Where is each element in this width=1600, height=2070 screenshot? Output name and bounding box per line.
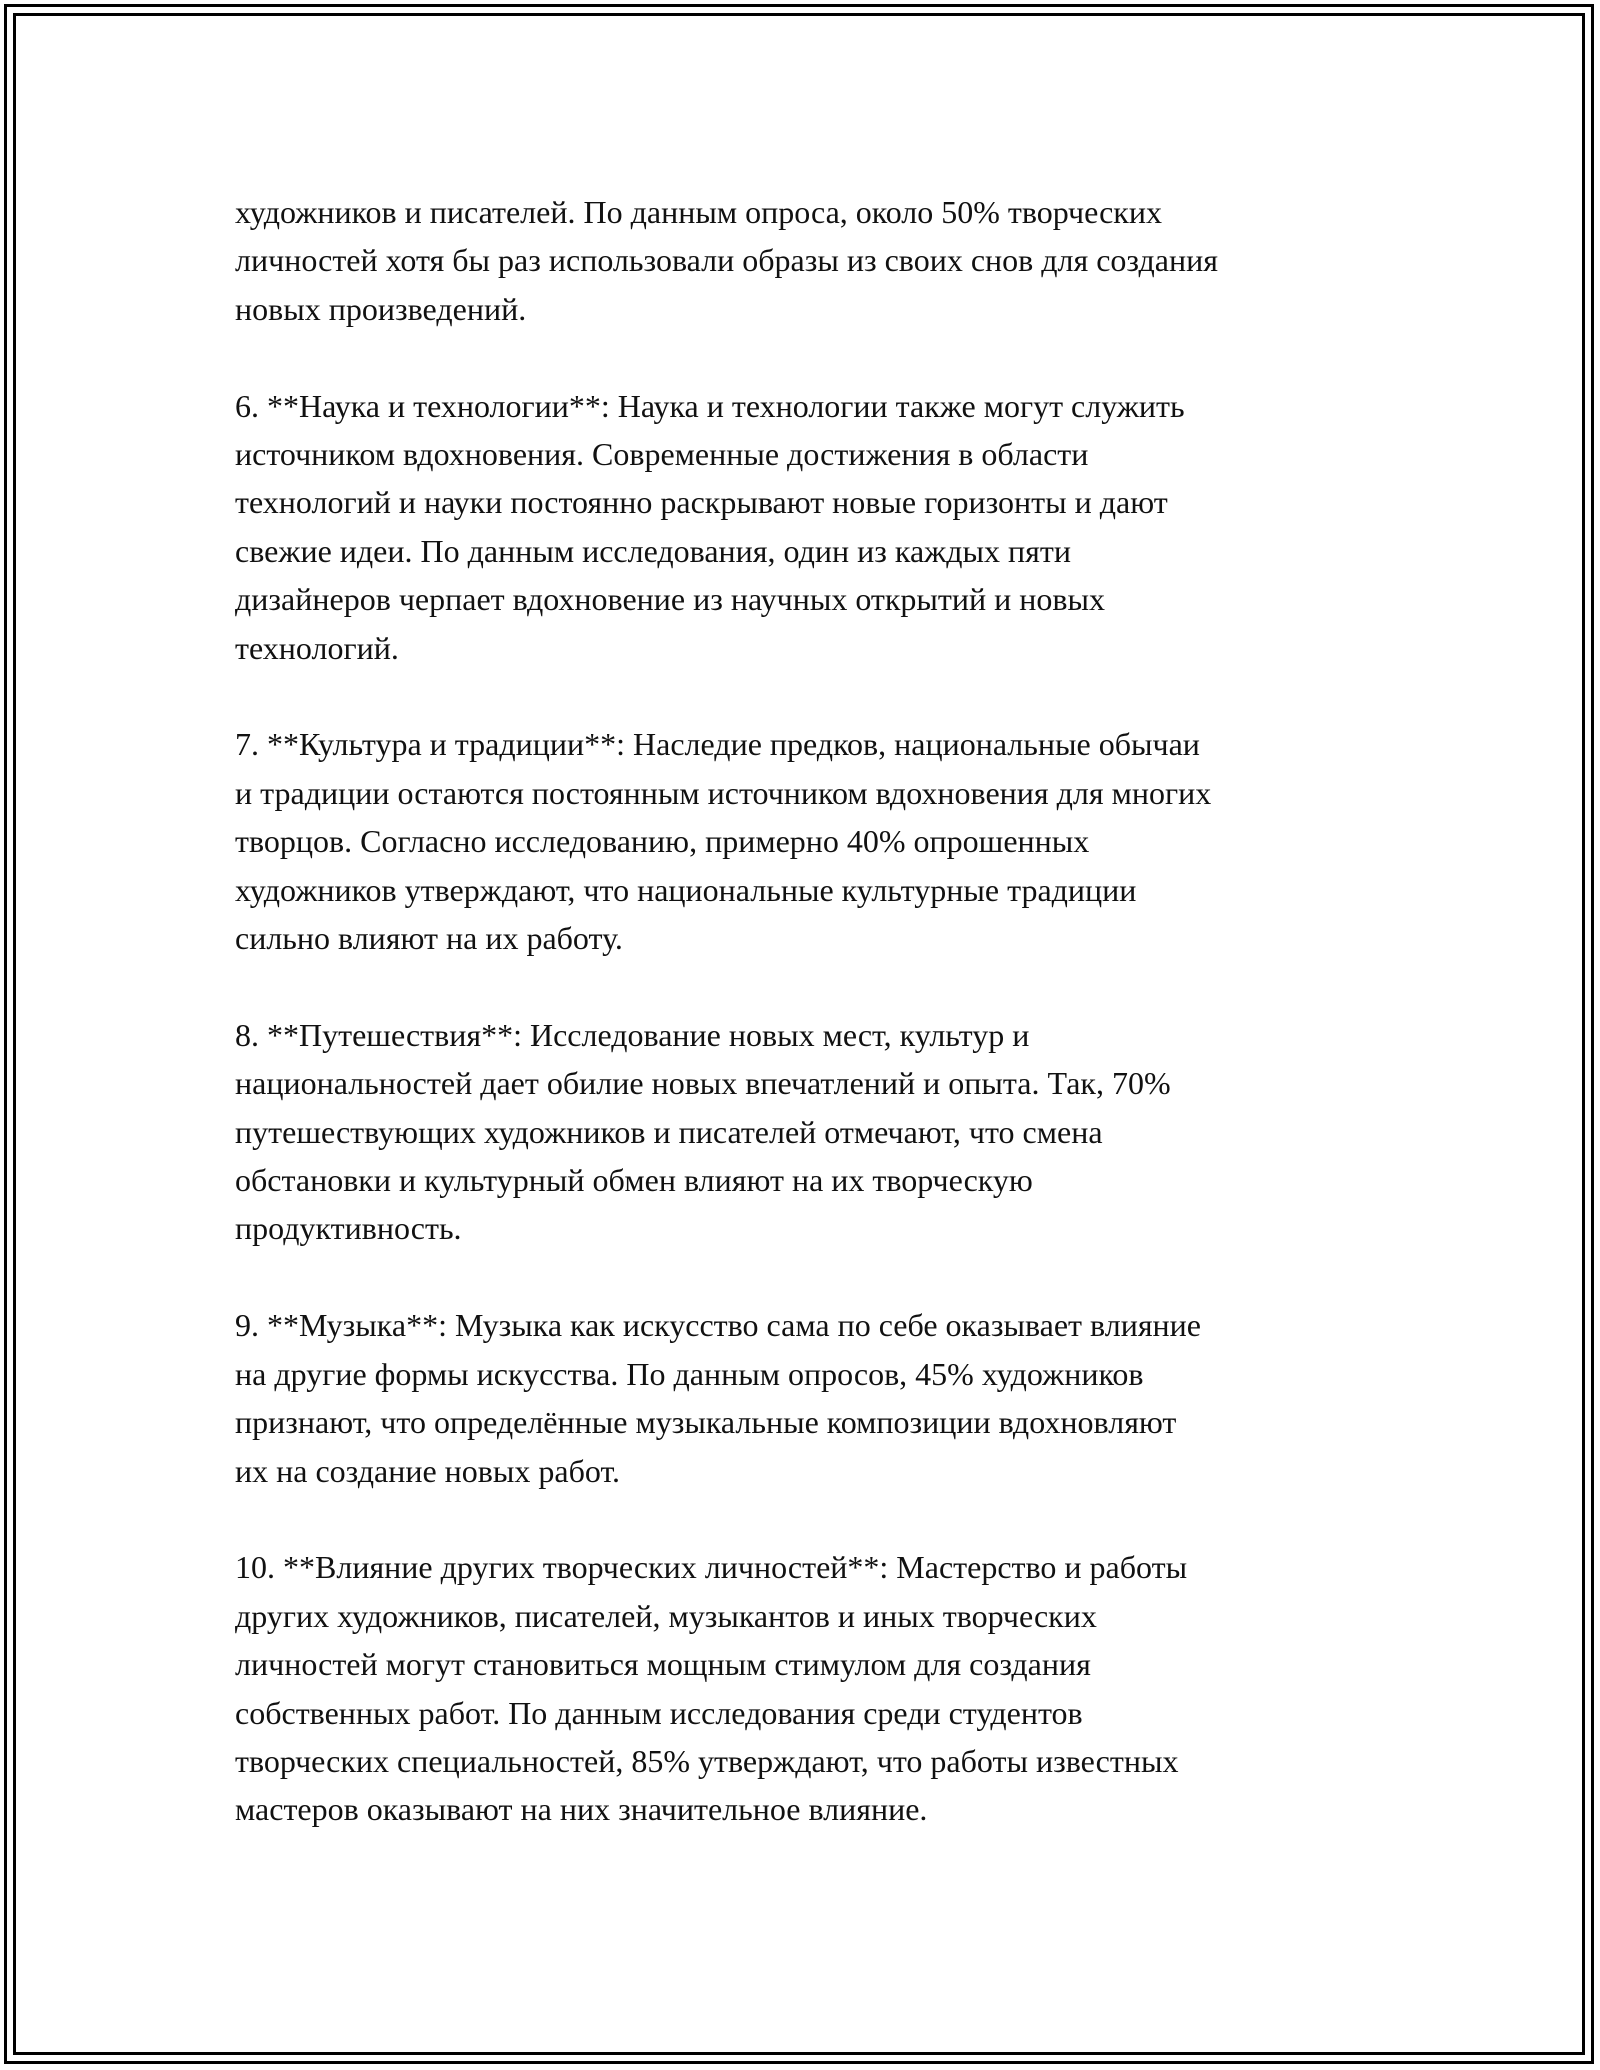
paragraph-dreams-continuation: художников и писателей. По данным опроса, около 50% творческих личностей хотя бы раз использовали образы из своих снов для создания новых произведений. [235, 194, 1218, 327]
paragraph-other-creators: 10. **Влияние других творческих личностей**: Мастерство и работы других художников, писателей, музыкантов и иных творческих личностей могут становиться мощным стимулом для создания собственных работ. По данным исследования среди студентов творческих специальностей, 85% утверждают, что работы известных мастеров оказывают на них значительное влияние. [235, 1549, 1188, 1828]
paragraph-travel: 8. **Путешествия**: Исследование новых мест, культур и национальностей дает обилие новых впечатлений и опыта. Так, 70% путешествующих художников и писателей отмечают, что смена обстановки и культурный обмен влияют на их творческую продуктивность. [235, 1016, 1171, 1247]
paragraph-science-technology: 6. **Наука и технологии**: Наука и технологии также могут служить источником вдохновения. Современные достижения в области технологий и науки постоянно раскрывают новые горизонты и дают свежие идеи. По данным исследования, один из каждых пяти дизайнеров черпает вдохновение из научных открытий и новых технологий. [235, 387, 1185, 666]
paragraph-music: 9. **Музыка**: Музыка как искусство сама по себе оказывает влияние на другие формы искусства. По данным опросов, 45% художников признают, что определённые музыкальные композиции вдохновляют их на создание новых работ. [235, 1307, 1201, 1489]
paragraph-culture-traditions: 7. **Культура и традиции**: Наследие предков, национальные обычаи и традиции остаются постоянным источником вдохновения для многих творцов. Согласно исследованию, примерно 40% опрошенных художников утверждают, что национальные культурные традиции сильно влияют на их работу. [235, 726, 1212, 957]
document-body [235, 188, 1375, 1882]
